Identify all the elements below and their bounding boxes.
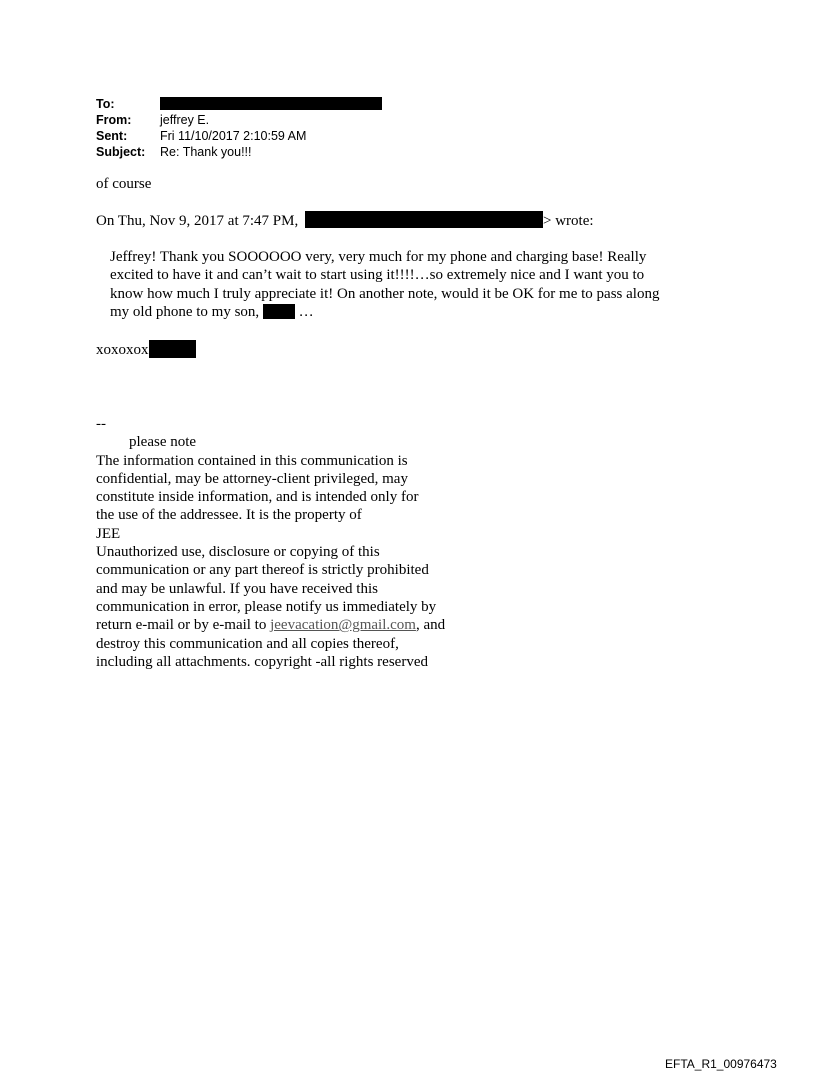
quoted-message: [110, 248, 710, 321]
footer-note: please note: [129, 434, 197, 451]
from-row: [96, 112, 382, 128]
footer-line-8: and may be unlawful. If you have received this: [96, 580, 378, 597]
footer-return-line: [96, 616, 445, 634]
to-label: To:: [96, 97, 115, 111]
sent-row: [96, 128, 382, 144]
email-link[interactable]: jeevacation@gmail.com: [270, 617, 416, 634]
redacted-sender: [305, 211, 543, 228]
quote-last-after: …: [294, 303, 314, 320]
return-before: return e-mail or by e-mail to: [96, 617, 271, 634]
quote-intro-before: On Thu, Nov 9, 2017 at 7:47 PM,: [96, 213, 299, 229]
footer-line-11: including all attachments. copyright -all rights reserved: [96, 653, 428, 670]
sent-label: Sent:: [96, 129, 128, 143]
footer-line-2: confidential, may be attorney-client privileged, may: [96, 470, 408, 487]
footer-line-7: communication or any part thereof is strictly prohibited: [96, 562, 429, 579]
quote-line-3: know how much I truly appreciate it! On another note, would it be OK for me to pass along: [110, 285, 660, 302]
quote-last-before: my old phone to my son,: [110, 303, 260, 320]
quote-line-4: [110, 303, 710, 321]
bates-number: EFTA_R1_00976473: [665, 1057, 777, 1071]
footer-separator: --: [96, 416, 106, 432]
email-header: [96, 96, 382, 160]
from-label: From:: [96, 113, 132, 127]
footer-line-3: constitute inside information, and is intended only for: [96, 489, 419, 506]
reply-text: of course: [96, 176, 152, 192]
subject-row: [96, 144, 382, 160]
confidentiality-footer: [96, 415, 445, 671]
footer-line-9: communication in error, please notify us immediately by: [96, 598, 437, 615]
footer-line-1: The information contained in this communication is: [96, 452, 408, 469]
redacted-signature: [149, 340, 196, 358]
subject-value: Re: Thank you!!!: [160, 145, 252, 159]
from-value: jeffrey E.: [160, 113, 210, 127]
signoff-text: xoxoxox: [96, 342, 149, 358]
quote-intro: [96, 211, 594, 230]
footer-line-4: the use of the addressee. It is the property of: [96, 507, 362, 524]
redacted-recipient: [160, 97, 382, 110]
sent-value: Fri 11/10/2017 2:10:59 AM: [160, 129, 307, 143]
footer-line-6: Unauthorized use, disclosure or copying of this: [96, 544, 380, 561]
redacted-name: [263, 304, 295, 319]
quote-line-1: Jeffrey! Thank you SOOOOOO very, very much for my phone and charging base! Really: [110, 249, 647, 265]
subject-label: Subject:: [96, 145, 146, 159]
return-after: , and: [415, 617, 446, 634]
footer-line-10: destroy this communication and all copies thereof,: [96, 635, 399, 652]
quote-line-2: excited to have it and can’t wait to start using it!!!!…so extremely nice and I want you to: [110, 267, 645, 284]
signoff-line: [96, 340, 196, 359]
quote-intro-after: > wrote:: [542, 213, 594, 229]
to-row: [96, 96, 382, 112]
footer-line-5: JEE: [96, 525, 121, 542]
